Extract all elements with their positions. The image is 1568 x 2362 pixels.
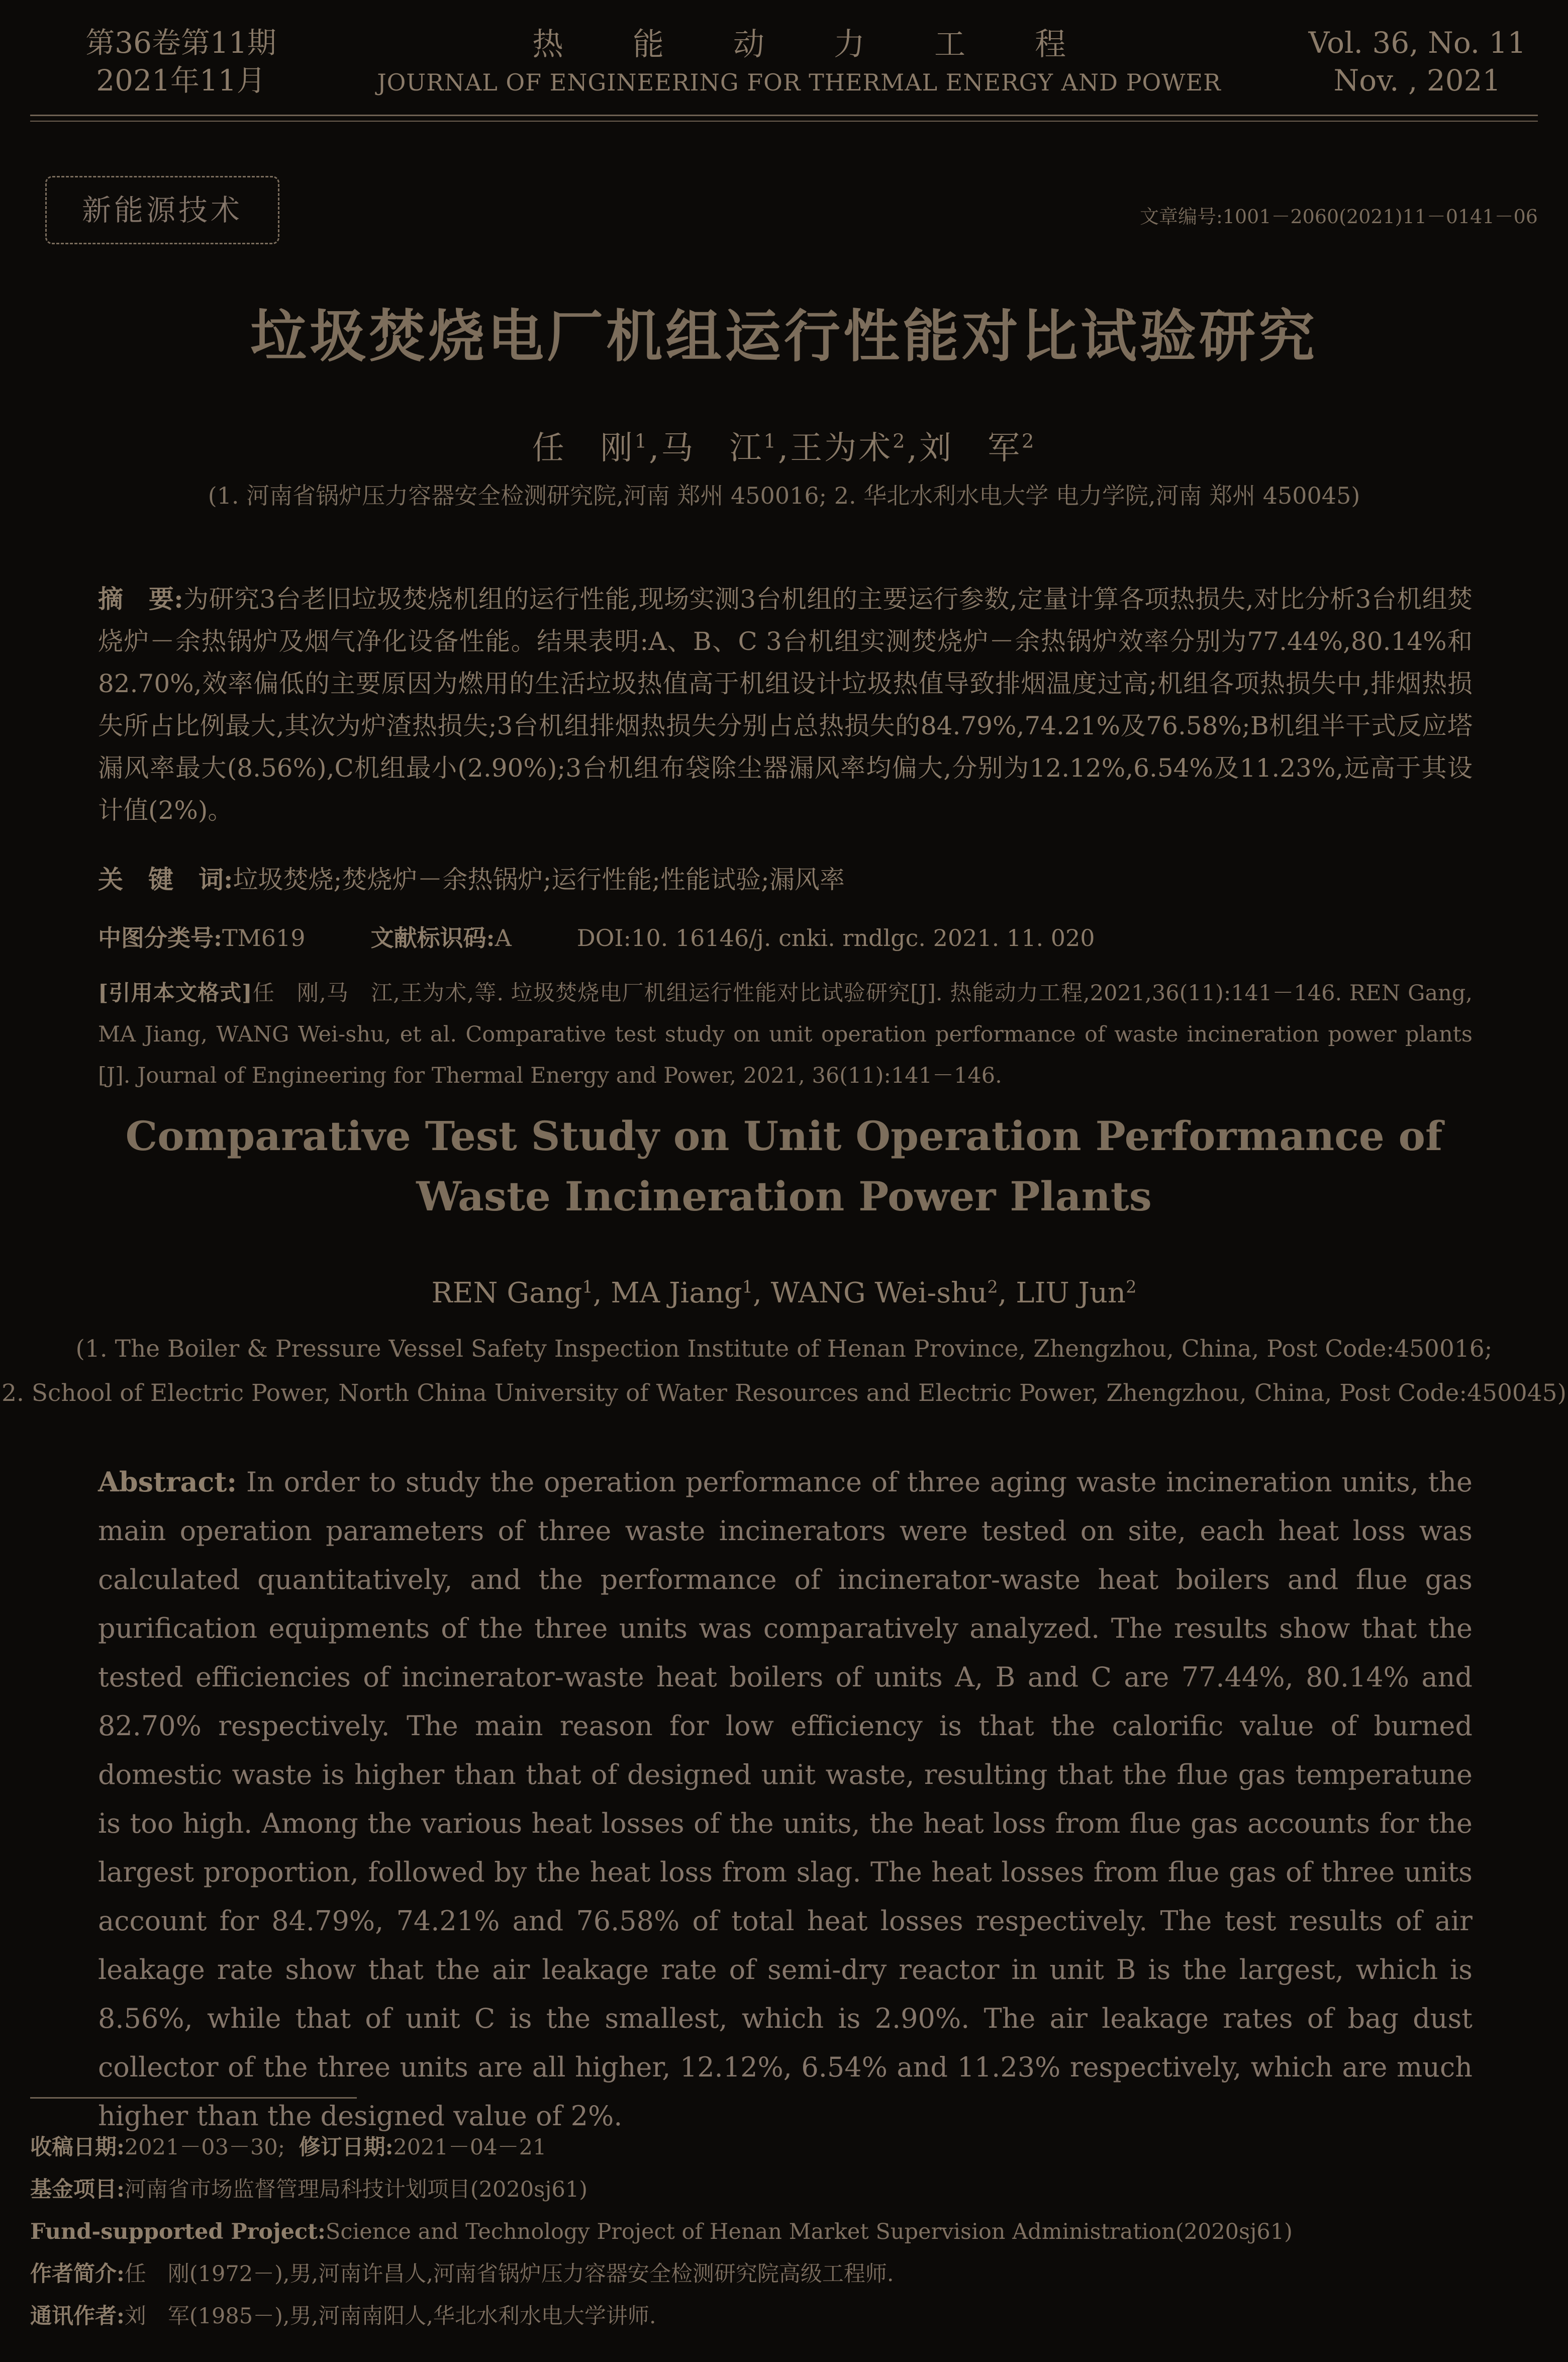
- abstract-cn-label: 摘 要:: [98, 584, 183, 614]
- author-name: 刘 军: [919, 430, 1022, 467]
- header-right: [1302, 24, 1533, 100]
- authors-cn: 任 刚$^1$,马 江$^1$,王为术$^2$,刘 军$^2$: [532, 430, 1036, 467]
- footnote-author-bio: [30, 2253, 1538, 2295]
- author-affil-mark: 1: [742, 1277, 753, 1297]
- journal-char: 程: [1034, 26, 1066, 62]
- abstract-en-text: In order to study the operation performance of three aging waste incineration units, the main operation parameters of three waste incinerators were tested on site, each heat loss was calculated quantitatively, and the performance of incinerator-waste heat boilers and flue gas purification equipments of the three units was comparatively analyzed. The results show that the tested efficiencies of incinerator-waste heat boilers of units A, B and C are 77.44%, 80.14% and 82.70% respectively. The main reason for low efficiency is that the calorific value of burned domestic waste is higher than that of designed unit waste, resulting that the flue gas temperatune is too high. Among the various heat losses of the units, the heat loss from flue gas accounts for the largest proportion, followed by the heat loss from slag. The heat losses from flue gas of three units account for 84.79%, 74.21% and 76.58% of total heat losses respectively. The test results of air leakage rate show that the air leakage rate of semi-dry reactor in unit B is the largest, which is 8.56%, while that of unit C is the smallest, which is 2.90%. The air leakage rates of bag dust collector of the three units are all higher, 12.12%, 6.54% and 11.23% respectively, which are much higher than the designed value of 2%.: [98, 1466, 1473, 2132]
- affiliation-en-line: 2. School of Electric Power, North China University of Water Resources and Electric Power, Zhengzhou, China, Post Code:450045): [2, 1379, 1566, 1407]
- journal-name-en: JOURNAL OF ENGINEERING FOR THERMAL ENERGY AND POWER: [377, 68, 1221, 96]
- author-affil-mark: 1: [763, 430, 778, 453]
- author-affil-mark: 2: [1021, 430, 1036, 453]
- corresponding-label: 通讯作者:: [30, 2304, 125, 2329]
- footnote-rule: [30, 2097, 357, 2099]
- footnote-fund-en: [30, 2211, 1538, 2253]
- footnote-corresponding: [30, 2295, 1538, 2337]
- author-affil-mark: 2: [987, 1277, 998, 1297]
- abstract-en: [98, 1458, 1473, 2140]
- keywords-cn-text: 垃圾焚烧;焚烧炉－余热锅炉;运行性能;性能试验;漏风率: [233, 865, 845, 894]
- title-en-line: Comparative Test Study on Unit Operation Performance of: [125, 1112, 1443, 1160]
- keywords-cn-label: 关 键 词:: [98, 865, 233, 894]
- header-date-en: Nov. , 2021: [1333, 63, 1501, 98]
- fund-cn-label: 基金项目:: [30, 2177, 125, 2202]
- citation-label: [引用本文格式]: [98, 981, 252, 1006]
- revised-date: 2021－04－21: [393, 2135, 547, 2160]
- fund-en-label: Fund-supported Project:: [30, 2219, 326, 2244]
- header-rule: [30, 121, 1538, 122]
- header-date-cn: 2021年11月: [96, 63, 266, 98]
- author-affil-mark: 1: [582, 1277, 593, 1297]
- author-name: MA Jiang: [611, 1277, 742, 1309]
- author-name: WANG Wei-shu: [770, 1277, 988, 1309]
- author-name: 马 江: [661, 430, 764, 467]
- journal-char: 动: [733, 26, 764, 62]
- revised-label: 修订日期:: [299, 2135, 394, 2160]
- author-name: 任 刚: [532, 430, 635, 467]
- classification-line: [98, 920, 1473, 953]
- title-en: [0, 1106, 1568, 1226]
- title-en-line: Waste Incineration Power Plants: [416, 1173, 1152, 1220]
- journal-char: 能: [632, 26, 664, 62]
- citation-format: [98, 973, 1473, 1096]
- journal-char: 热: [532, 26, 563, 62]
- author-bio-text: 任 刚(1972－),男,河南许昌人,河南省锅炉压力容器安全检测研究院高级工程师.: [124, 2261, 894, 2287]
- author-affil-mark: 1: [634, 430, 649, 453]
- journal-char: 力: [833, 26, 865, 62]
- title-cn: 垃圾焚烧电厂机组运行性能对比试验研究: [250, 304, 1318, 369]
- authors-en: REN Gang$^1$, MA Jiang$^1$, WANG Wei-shu$^2$, LIU Jun$^2$: [431, 1277, 1137, 1309]
- header-rule: [30, 115, 1538, 116]
- author-name: 王为术: [790, 430, 893, 467]
- affiliation-en-line: (1. The Boiler & Pressure Vessel Safety Inspection Institute of Henan Province, Zhengzhou, China, Post Code:450016;: [75, 1335, 1493, 1363]
- journal-name-cn: [372, 24, 1226, 65]
- section-badge: 新能源技术: [45, 176, 279, 244]
- received-date: 2021－03－30;: [124, 2135, 285, 2160]
- abstract-en-label: Abstract:: [98, 1466, 237, 1498]
- clc-value: TM619: [222, 924, 306, 952]
- author-bio-label: 作者简介:: [30, 2261, 125, 2287]
- corresponding-text: 刘 军(1985－),男,河南南阳人,华北水利水电大学讲师.: [124, 2304, 656, 2329]
- affiliation-en: [0, 1327, 1568, 1415]
- footnotes: [30, 2126, 1538, 2337]
- abstract-cn-text: 为研究3台老旧垃圾焚烧机组的运行性能,现场实测3台机组的主要运行参数,定量计算各项热损失,对比分析3台机组焚烧炉－余热锅炉及烟气净化设备性能。结果表明:A、B、C 3台机组实测焚烧炉－余热锅炉效率分别为77.44%,80.14%和82.70%,效率偏低的主要原因为燃用的生活垃圾热值高于机组设计垃圾热值导致排烟温度过高;机组各项热损失中,排烟热损失所占比例最大,其次为炉渣热损失;3台机组排烟热损失分别占总热损失的84.79%,74.21%及76.58%;B机组半干式反应塔漏风率最大(8.56%),C机组最小(2.90%);3台机组布袋除尘器漏风率均偏大,分别为12.12%,6.54%及11.23%,远高于其设计值(2%)。: [98, 585, 1473, 825]
- header-volume-cn: 第36卷第11期: [85, 26, 276, 60]
- footnote-fund-cn: [30, 2168, 1538, 2211]
- author-affil-mark: 2: [893, 430, 907, 453]
- author-affil-mark: 2: [1126, 1277, 1137, 1297]
- journal-char: 工: [934, 26, 965, 62]
- doc-code-value: A: [495, 924, 512, 952]
- affiliation-cn: (1. 河南省锅炉压力容器安全检测研究院,河南 郑州 450016; 2. 华北水利水电大学 电力学院,河南 郑州 450045): [208, 482, 1360, 509]
- doi: DOI:10. 16146/j. cnki. rndlgc. 2021. 11. 020: [576, 924, 1095, 952]
- citation-text: 任 刚,马 江,王为术,等. 垃圾焚烧电厂机组运行性能对比试验研究[J]. 热能动力工程,2021,36(11):141－146. REN Gang, MA Jiang, WANG Wei-shu, et al. Comparative test study on unit operation performance of waste incineration power plants [J]. Journal of Engineering for Thermal Energy and Power, 2021, 36(11):141－146.: [98, 981, 1473, 1088]
- footnote-dates: [30, 2126, 1538, 2168]
- author-name: LIU Jun: [1016, 1277, 1126, 1309]
- author-name: REN Gang: [431, 1277, 582, 1309]
- fund-en-text: Science and Technology Project of Henan Market Supervision Administration(2020sj61): [325, 2219, 1293, 2244]
- clc-label: 中图分类号:: [98, 924, 222, 952]
- abstract-cn: [98, 578, 1473, 831]
- keywords-cn: [98, 860, 1473, 896]
- doc-code-label: 文献标识码:: [370, 924, 495, 952]
- header-volume-en: Vol. 36, No. 11: [1308, 26, 1526, 60]
- fund-cn-text: 河南省市场监督管理局科技计划项目(2020sj61): [124, 2177, 587, 2202]
- article-number: 文章编号:1001－2060(2021)11－0141－06: [1140, 206, 1538, 228]
- received-label: 收稿日期:: [30, 2135, 125, 2160]
- header-left: [65, 24, 297, 100]
- header-journal: [372, 24, 1226, 98]
